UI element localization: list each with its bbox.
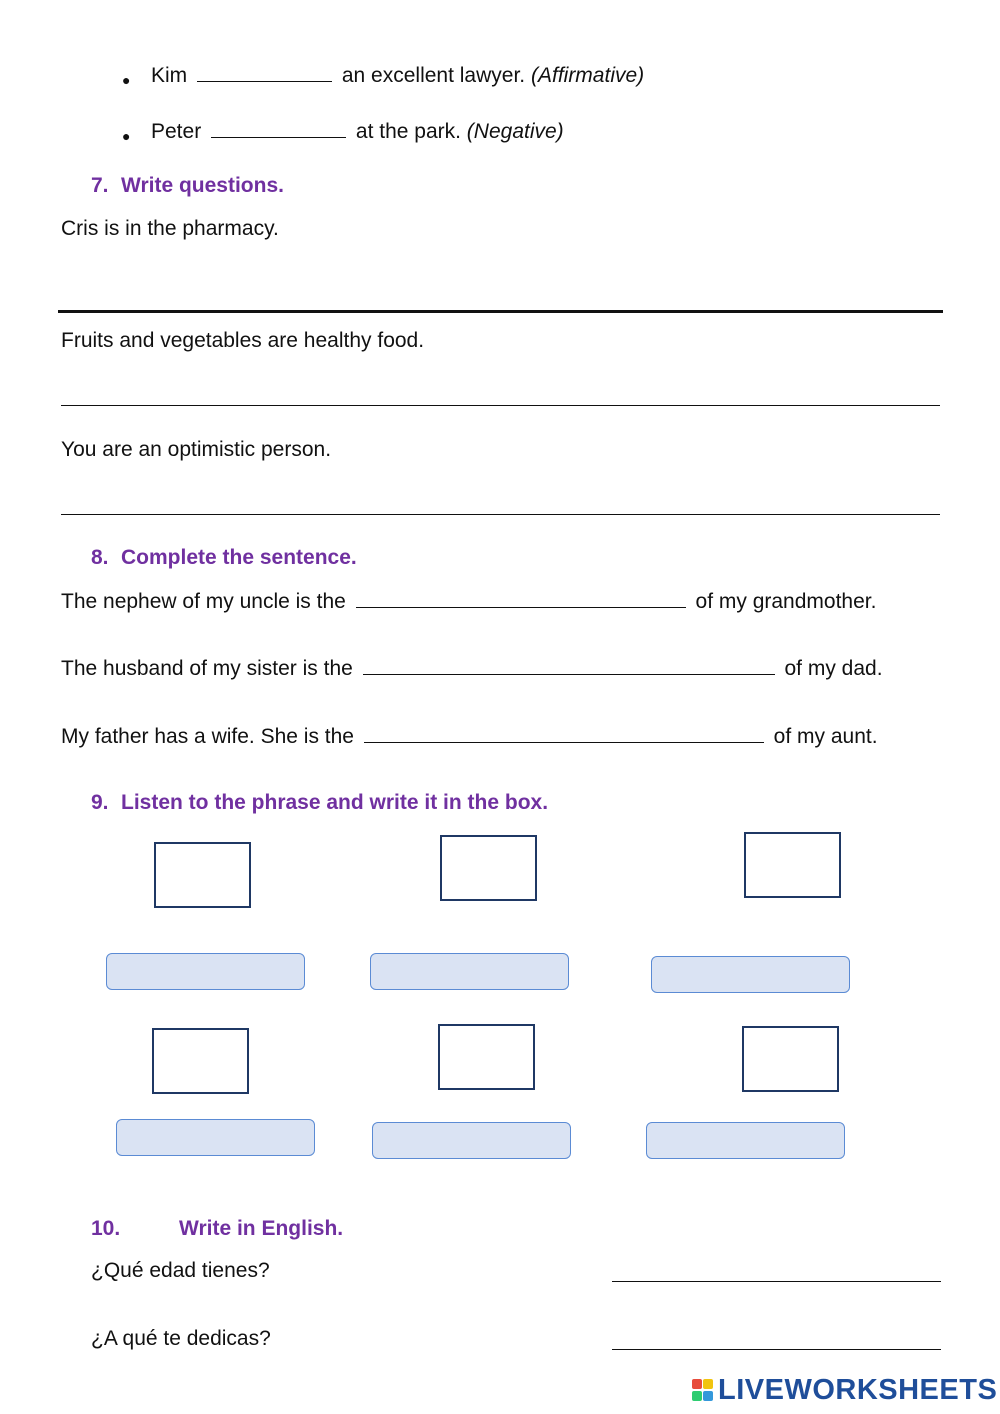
section-title: Listen to the phrase and write it in the box.	[121, 791, 549, 814]
bullet-sentence-2	[151, 119, 564, 144]
prompt-sentence: ¿A qué te dedicas?	[91, 1327, 271, 1350]
answer-line[interactable]	[58, 310, 943, 313]
answer-line[interactable]	[61, 514, 940, 515]
complete-sentence-2	[61, 656, 883, 681]
section-number: 8.	[91, 546, 109, 569]
answer-input-box[interactable]	[372, 1122, 571, 1159]
sentence-text: of my grandmother.	[695, 590, 877, 613]
answer-input-box[interactable]	[116, 1119, 315, 1156]
bullet-dot: ●	[122, 128, 131, 144]
answer-input-box[interactable]	[370, 953, 569, 990]
liveworksheets-logo	[692, 1374, 997, 1407]
section-title: Complete the sentence.	[121, 546, 357, 569]
section-9-heading	[91, 791, 548, 815]
fill-blank[interactable]	[364, 724, 764, 743]
section-8-heading	[91, 546, 357, 570]
fill-blank[interactable]	[211, 119, 346, 138]
sentence-text: of my dad.	[784, 657, 883, 680]
section-title: Write questions.	[121, 174, 284, 197]
sentence-text: Peter	[151, 120, 202, 143]
fill-blank[interactable]	[356, 589, 686, 608]
audio-image-box[interactable]	[742, 1026, 839, 1092]
fill-blank[interactable]	[197, 63, 332, 82]
fill-blank[interactable]	[363, 656, 775, 675]
answer-input-box[interactable]	[106, 953, 305, 990]
answer-line[interactable]	[61, 405, 940, 406]
audio-image-box[interactable]	[154, 842, 251, 908]
section-number: 10.	[91, 1217, 121, 1240]
answer-input-box[interactable]	[651, 956, 850, 993]
section-number: 9.	[91, 791, 109, 814]
sentence-text: of my aunt.	[773, 725, 878, 748]
answer-line[interactable]	[612, 1281, 941, 1282]
audio-image-box[interactable]	[438, 1024, 535, 1090]
prompt-sentence: You are an optimistic person.	[61, 438, 332, 461]
prompt-sentence: Cris is in the pharmacy.	[61, 217, 279, 240]
logo-icon	[692, 1379, 714, 1403]
sentence-note: (Affirmative)	[530, 64, 645, 87]
answer-input-box[interactable]	[646, 1122, 845, 1159]
complete-sentence-1	[61, 589, 876, 614]
complete-sentence-3	[61, 724, 878, 749]
section-title: Write in English.	[179, 1217, 344, 1240]
sentence-text: at the park.	[355, 120, 461, 143]
section-number: 7.	[91, 174, 109, 197]
prompt-sentence: ¿Qué edad tienes?	[91, 1259, 270, 1282]
bullet-sentence-1	[151, 63, 644, 88]
bullet-dot: ●	[122, 72, 131, 88]
sentence-text: The nephew of my uncle is the	[61, 590, 346, 613]
answer-line[interactable]	[612, 1349, 941, 1350]
section-10-heading	[91, 1217, 343, 1241]
audio-image-box[interactable]	[440, 835, 537, 901]
sentence-text: The husband of my sister is the	[61, 657, 353, 680]
sentence-text: Kim	[151, 64, 188, 87]
audio-image-box[interactable]	[744, 832, 841, 898]
sentence-text: an excellent lawyer.	[341, 64, 526, 87]
section-7-heading	[91, 174, 284, 198]
sentence-note: (Negative)	[466, 120, 564, 143]
audio-image-box[interactable]	[152, 1028, 249, 1094]
logo-text: LIVEWORKSHEETS	[718, 1374, 998, 1406]
sentence-text: My father has a wife. She is the	[61, 725, 354, 748]
prompt-sentence: Fruits and vegetables are healthy food.	[61, 329, 425, 352]
